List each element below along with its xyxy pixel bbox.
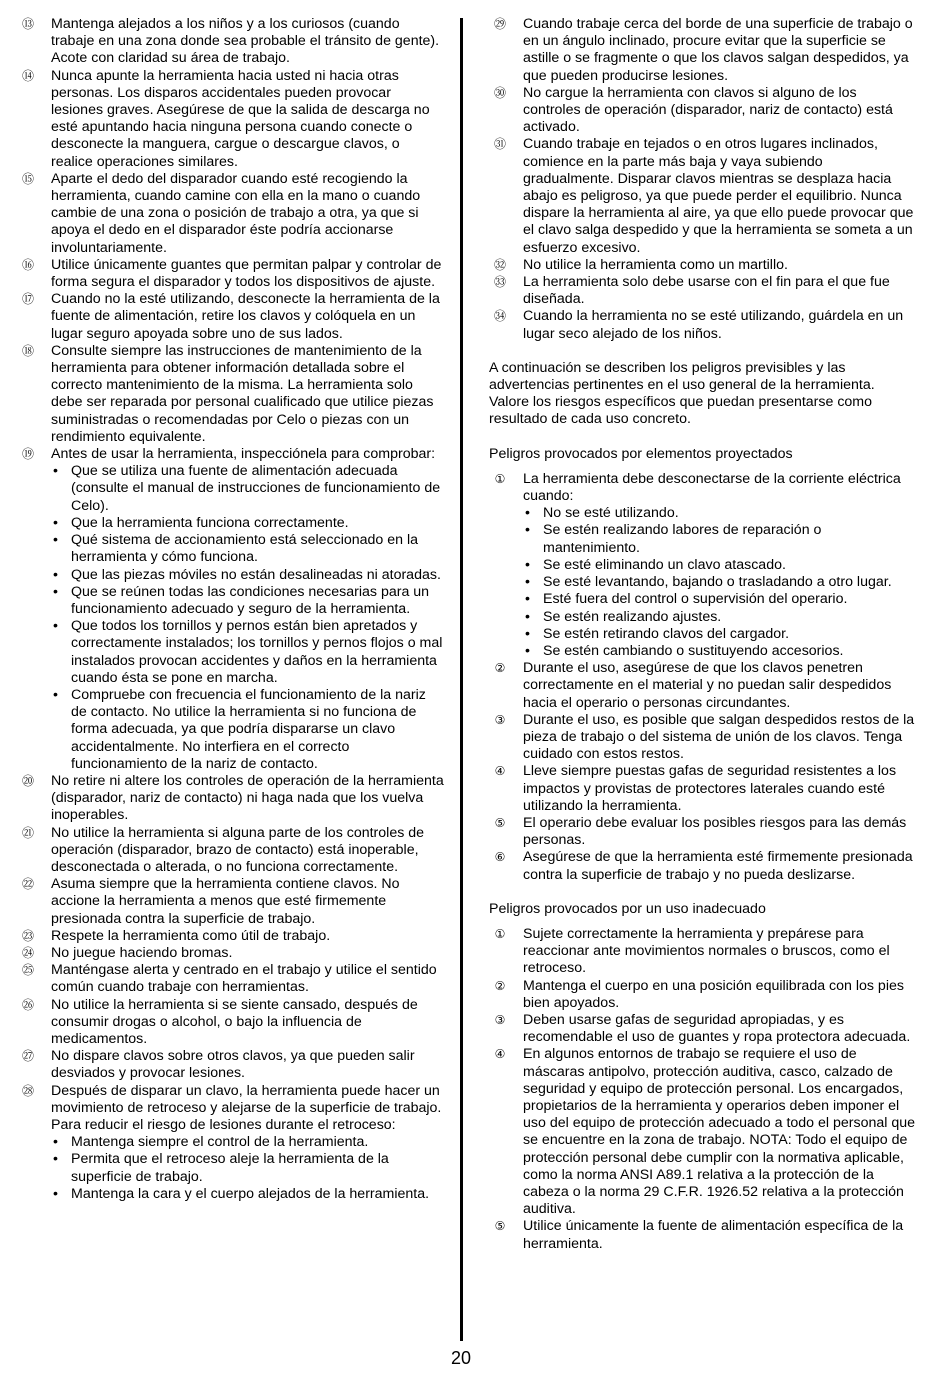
bullet-item: • Compruebe con frecuencia el funcionamiento de la nariz de contacto. No utilice la herramienta si no funciona de forma adecuada, ya que podría dispararse un clavo accidentalmente. No interfiera en el correcto funcionamiento de la nariz de contacto.: [51, 687, 445, 773]
item-text: No cargue la herramienta con clavos si alguno de los controles de operación (disparador, nariz de contacto) está activado.: [523, 84, 893, 136]
item-number: ⑤: [494, 815, 506, 830]
item-number: ㉗: [21, 1049, 34, 1064]
item-text: En algunos entornos de trabajo se requiere el uso de máscaras antipolvo, protección auditiva, casco, calzado de seguridad y equipo de protección personal. Los encargados, propietarios de la herramienta y operarios deben imponer el uso del equipo de protección adecuado a todo el personal que se encuentre en la zona de trabajo. NOTA: Todo el equipo de protección personal debe cumplir con la normativa aplicable, como la norma ANSI A89.1 relativa a la protección de la cabeza o la norma 29 C.F.R. 1926.52 relativa a la protección auditiva.: [523, 1046, 916, 1218]
bullet-item: • Se estén cambiando o sustituyendo accesorios.: [523, 643, 917, 660]
item-text: No juegue haciendo bromas.: [51, 944, 233, 961]
item-text: No utilice la herramienta si alguna parte de los controles de operación (disparador, brazo de contacto) está inoperable, desconectada o alterada, o no funciona correctamente.: [51, 824, 425, 875]
item-text: Durante el uso, asegúrese de que los clavos penetren correctamente en el material y no puedan salir despedidos hacia el operario o personas circundantes.: [523, 660, 892, 711]
list-item: [17, 928, 445, 945]
item-number: ㉝: [493, 275, 506, 290]
item-number: ②: [494, 661, 506, 676]
list-item: [489, 1012, 917, 1046]
bullet-item: • Se estén retirando clavos del cargador.: [523, 626, 917, 643]
section-heading-projected: Peligros provocados por elementos proyectados: [489, 445, 793, 462]
item-text: Cuando trabaje cerca del borde de una superficie de trabajo o en un ángulo inclinado, procure evitar que la superficie se astille o se fragmente o que los clavos salgan despedidos, ya que pueden producirse lesiones.: [523, 16, 913, 84]
intro-paragraph: A continuación se describen los peligros previsibles y las advertencias pertinentes en el uso general de la herramienta. Valore los riesgos específicos que puedan presentarse como resultado de cada uso concreto.: [489, 359, 875, 428]
list-item: [489, 257, 917, 274]
list-item: [489, 712, 917, 764]
list-item: [17, 68, 445, 171]
list-item: [489, 136, 917, 256]
item-text: No utilice la herramienta si se siente cansado, después de consumir drogas o alcohol, o bajo la influencia de medicamentos.: [51, 996, 418, 1047]
item-number: ㉞: [493, 309, 506, 324]
list-item: [489, 308, 917, 342]
item-text: Cuando no la esté utilizando, desconecte la herramienta de la fuente de alimentación, retire los clavos y colóquela en un lugar seguro apoyada sobre uno de sus lados.: [51, 291, 440, 342]
section-heading-misuse: Peligros provocados por un uso inadecuado: [489, 900, 766, 917]
item-number: ㉛: [493, 137, 506, 152]
item-text: Respete la herramienta como útil de trabajo.: [51, 927, 331, 944]
bullet-list: [523, 505, 917, 660]
list-item: [489, 1046, 917, 1218]
list-item: [489, 274, 917, 308]
list-item: [489, 978, 917, 1012]
bullet-list: [51, 463, 445, 773]
list-item: [17, 997, 445, 1049]
item-text: La herramienta debe desconectarse de la corriente eléctrica cuando:: [523, 470, 901, 505]
item-number: ②: [494, 978, 506, 993]
item-number: ㉓: [21, 928, 34, 943]
item-number: ⑱: [21, 343, 34, 358]
bullet-item: • No se esté utilizando.: [523, 505, 917, 522]
list-item: [17, 945, 445, 962]
item-number: ④: [494, 1047, 506, 1062]
list-item: [489, 660, 917, 712]
bullet-item: • Se esté levantando, bajando o trasladando a otro lugar.: [523, 574, 917, 591]
item-number: ㉙: [493, 17, 506, 31]
item-text: Lleve siempre puestas gafas de seguridad resistentes a los impactos y provistas de protectores laterales cuando esté utilizando la herramienta.: [523, 763, 897, 814]
list-item: [489, 926, 917, 978]
item-number: ㉜: [493, 257, 506, 272]
list-item: [17, 257, 445, 291]
item-text: Durante el uso, es posible que salgan despedidos restos de la pieza de trabajo o del sistema de unión de los clavos. Tenga cuidado con estos restos.: [523, 711, 915, 763]
item-number: ㉘: [21, 1083, 34, 1098]
item-text: Nunca apunte la herramienta hacia usted ni hacia otras personas. Los disparos accidentales pueden provocar lesiones graves. Asegúrese de que la salida de descarga no esté apuntando hacia ninguna persona cuando conecte o desconecte la manguera, cargue o descargue clavos, o realice operaciones similares.: [51, 67, 430, 170]
bullet-item: • Que todos los tornillos y pernos están bien apretados y correctamente instalados; los tornillos y pernos flojos o mal instalados provocan accidentes y daños en la herramienta cuando ésta se pone en marcha.: [51, 618, 445, 687]
list-item: [17, 171, 445, 257]
item-number: ㉖: [21, 997, 34, 1012]
list-item: [489, 16, 917, 85]
item-text: Mantenga alejados a los niños y a los curiosos (cuando trabaje en una zona donde sea probable el tránsito de gente). Acote con claridad su área de trabajo.: [51, 16, 440, 67]
list-item: [17, 876, 445, 928]
item-number: ③: [494, 712, 506, 727]
item-text: Cuando la herramienta no se esté utilizando, guárdela en un lugar seco alejado de los niños.: [523, 308, 904, 342]
item-number: ⑳: [21, 773, 34, 788]
list-item: [17, 773, 445, 825]
item-text: Asegúrese de que la herramienta esté firmemente presionada contra la superficie de trabajo y no pueda deslizarse.: [523, 849, 913, 883]
item-number: ⑭: [21, 68, 34, 83]
item-text: No retire ni altere los controles de operación de la herramienta (disparador, nariz de contacto) ni haga nada que los vuelva inoperables.: [51, 772, 444, 824]
bullet-item: • Qué sistema de accionamiento está seleccionado en la herramienta y cómo funciona.: [51, 532, 445, 566]
item-number: ㉑: [21, 825, 34, 840]
bullet-item: • Se estén realizando labores de reparación o mantenimiento.: [523, 522, 917, 556]
item-text: Sujete correctamente la herramienta y prepárese para reaccionar ante movimientos normales o bruscos, como el retroceso.: [523, 925, 890, 977]
bullet-item: • Mantenga la cara y el cuerpo alejados de la herramienta.: [51, 1186, 445, 1203]
item-text: Asuma siempre que la herramienta contiene clavos. No accione la herramienta a menos que esté firmemente presionada contra la superficie de trabajo.: [51, 876, 400, 927]
right-column: [489, 16, 917, 1253]
bullet-item: • Esté fuera del control o supervisión del operario.: [523, 591, 917, 608]
item-text: Manténgase alerta y centrado en el trabajo y utilice el sentido común cuando trabaje con herramientas.: [51, 962, 437, 996]
bullet-item: • Que la herramienta funciona correctamente.: [51, 515, 445, 532]
item-number: ㉒: [21, 877, 34, 892]
list-item: [489, 815, 917, 849]
list-item: [17, 962, 445, 996]
item-number: ⑰: [21, 292, 34, 307]
list-item: [17, 825, 445, 877]
list-item: [17, 16, 445, 68]
right-items-list: [489, 16, 917, 343]
item-number: ㉔: [21, 945, 34, 960]
item-number: ③: [494, 1012, 506, 1027]
bullet-item: • Que se reúnen todas las condiciones necesarias para un funcionamiento adecuado y seguro de la herramienta.: [51, 584, 445, 618]
column-divider: [460, 18, 463, 1341]
page-number: 20: [450, 1348, 472, 1368]
bullet-item: • Se estén realizando ajustes.: [523, 609, 917, 626]
item-text: Mantenga el cuerpo en una posición equilibrada con los pies bien apoyados.: [523, 977, 904, 1011]
item-number: ⑤: [494, 1219, 506, 1234]
item-text: Deben usarse gafas de seguridad apropiadas, y es recomendable el uso de guantes y ropa protectora adecuada.: [523, 1011, 911, 1046]
bullet-item: • Permita que el retroceso aleje la herramienta de la superficie de trabajo.: [51, 1151, 445, 1185]
bullet-item: • Mantenga siempre el control de la herramienta.: [51, 1134, 445, 1151]
list-item: [489, 763, 917, 815]
item-number: ⑬: [21, 17, 34, 31]
item-text: Consulte siempre las instrucciones de mantenimiento de la herramienta para obtener información detallada sobre el correcto mantenimiento de la misma. La herramienta solo debe ser reparada por personal cualificado que utilice piezas suministradas o recomendadas por Celo o piezas con un rendimiento equivalente.: [51, 342, 434, 445]
list-item: [489, 849, 917, 883]
bullet-item: • Que se utiliza una fuente de alimentación adecuada (consulte el manual de instrucciones de funcionamiento de Celo).: [51, 463, 445, 515]
item-number: ㉚: [493, 85, 506, 100]
item-number: ①: [494, 926, 506, 941]
list-item: [17, 343, 445, 446]
item-number: ⑯: [21, 257, 34, 272]
item-number: ④: [494, 764, 506, 779]
bullet-list: [51, 1134, 445, 1203]
item-text: Utilice únicamente la fuente de alimentación específica de la herramienta.: [523, 1218, 904, 1252]
item-number: ①: [494, 471, 506, 486]
bullet-item: • Se esté eliminando un clavo atascado.: [523, 557, 917, 574]
item-text: No dispare clavos sobre otros clavos, ya que pueden salir desviados y provocar lesiones.: [51, 1048, 415, 1082]
item-text: La herramienta solo debe usarse con el fin para el que fue diseñada.: [523, 274, 890, 308]
list-item: [17, 1048, 445, 1082]
item-number: ⑮: [21, 171, 34, 186]
list-item: [489, 85, 917, 137]
list-item: [489, 1218, 917, 1252]
projected-items-list: [489, 471, 917, 884]
item-text: Aparte el dedo del disparador cuando esté recogiendo la herramienta, cuando camine con ella en la mano o cuando cambie de una zona o posición de trabajo a otra, ya que si apoya el dedo en el disparador éste podría accionarse involuntariamente.: [51, 170, 421, 256]
item-text: No utilice la herramienta como un martillo.: [523, 256, 788, 273]
misuse-items-list: [489, 926, 917, 1253]
bullet-item: • Que las piezas móviles no están desalineadas ni atoradas.: [51, 567, 445, 584]
item-number: ⑥: [494, 850, 506, 865]
item-text: El operario debe evaluar los posibles riesgos para las demás personas.: [523, 814, 907, 849]
item-text: Antes de usar la herramienta, inspecciónela para comprobar:: [51, 446, 436, 463]
list-item: [17, 446, 445, 773]
item-text: Cuando trabaje en tejados o en otros lugares inclinados, comience en la parte más baja y vaya subiendo gradualmente. Disparar clavos mientras se desplaza hacia abajo es peligroso, ya que puede perder el equilibrio. Nunca dispare la herramienta al aire, ya que ello puede provocar que el clavo salga despedido y que la herramienta se someta a un esfuerzo excesivo.: [523, 136, 914, 256]
list-item: [17, 291, 445, 343]
list-item: [489, 471, 917, 660]
list-item: [17, 1083, 445, 1203]
item-text: Después de disparar un clavo, la herramienta puede hacer un movimiento de retroceso y alejarse de la superficie de trabajo. Para reducir el riesgo de lesiones durante el retroceso:: [51, 1082, 442, 1133]
item-number: ㉕: [21, 963, 34, 978]
left-column: [17, 16, 445, 1203]
item-number: ⑲: [21, 447, 34, 462]
item-text: Utilice únicamente guantes que permitan palpar y controlar de forma segura el disparador y todos los dispositivos de ajuste.: [51, 256, 442, 291]
